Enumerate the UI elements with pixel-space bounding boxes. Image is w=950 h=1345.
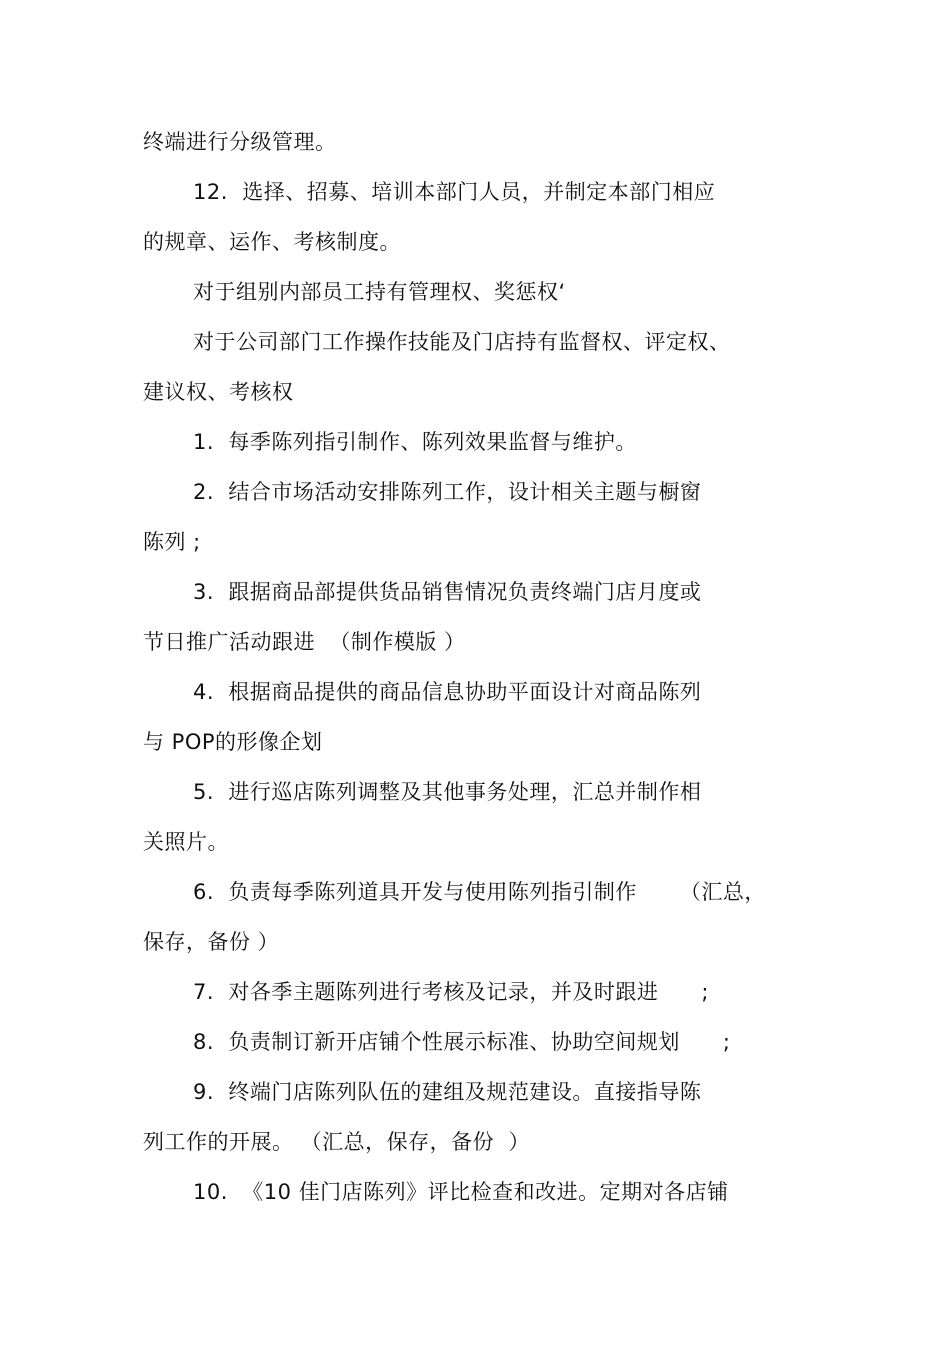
- text-line: 的规章、运作、考核制度。: [143, 230, 401, 254]
- text-line: 10. 《10 佳门店陈列》评比检查和改进。定期对各店铺: [193, 1180, 729, 1204]
- text-line: 陈列 ;: [143, 530, 201, 554]
- text-line: 1. 每季陈列指引制作、陈列效果监督与维护。: [193, 430, 637, 454]
- text-line: 列工作的开展。 （汇总，保存，备份 ）: [143, 1130, 531, 1154]
- text-line: 8. 负责制订新开店铺个性展示标准、协助空间规划 ;: [193, 1030, 731, 1054]
- text-line: 对于组别内部员工持有管理权、奖惩权‘: [193, 280, 566, 304]
- text-line: 与 POP的形像企划: [143, 730, 323, 754]
- text-line: 保存，备份 ）: [143, 930, 280, 954]
- text-line: 4. 根据商品提供的商品信息协助平面设计对商品陈列: [193, 680, 702, 704]
- text-line: 7. 对各季主题陈列进行考核及记录，并及时跟进 ;: [193, 980, 710, 1004]
- text-line: 对于公司部门工作操作技能及门店持有监督权、评定权、: [193, 330, 731, 354]
- text-line: 3. 跟据商品部提供货品销售情况负责终端门店月度或: [193, 580, 702, 604]
- text-line: 12. 选择、招募、培训本部门人员，并制定本部门相应: [193, 180, 716, 204]
- text-line: 6. 负责每季陈列道具开发与使用陈列指引制作 （汇总，: [193, 880, 766, 904]
- text-line: 关照片。: [143, 830, 229, 854]
- text-line: 节日推广活动跟进 （制作模版 ）: [143, 630, 466, 654]
- text-line: 终端进行分级管理。: [143, 130, 337, 154]
- text-line: 建议权、考核权: [143, 380, 294, 404]
- text-line: 2. 结合市场活动安排陈列工作，设计相关主题与橱窗: [193, 480, 702, 504]
- text-line: 9. 终端门店陈列队伍的建组及规范建设。直接指导陈: [193, 1080, 702, 1104]
- text-line: 5. 进行巡店陈列调整及其他事务处理，汇总并制作相: [193, 780, 702, 804]
